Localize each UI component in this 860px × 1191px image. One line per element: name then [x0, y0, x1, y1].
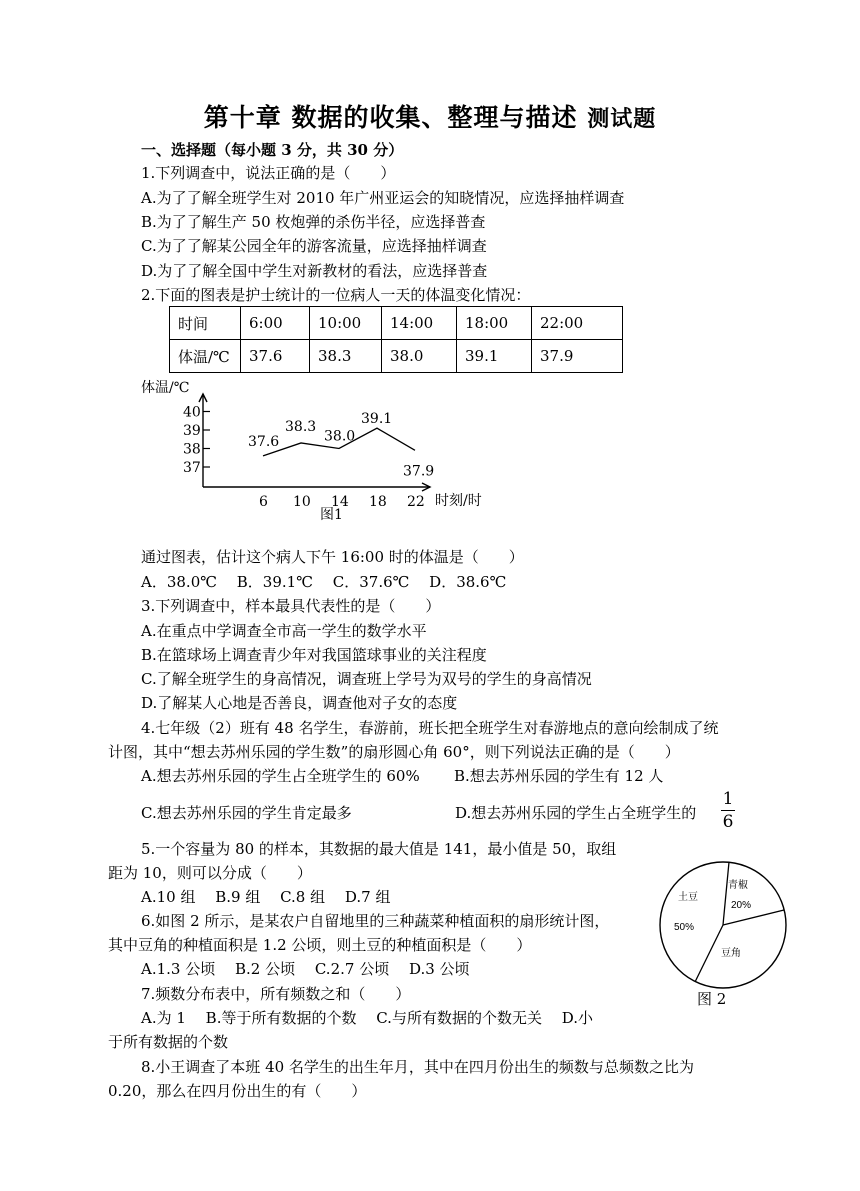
q6-stem-line2: 其中豆角的种植面积是 1.2 公顷，则土豆的种植面积是（ ） — [108, 936, 532, 954]
q7-options: A.为 1 B.等于所有数据的个数 C.与所有数据的个数无关 D.小 — [141, 1009, 593, 1027]
q1-option-d: D.为了了解全国中学生对新教材的看法，应选择普查 — [141, 262, 488, 280]
pie-label-tudou: 土豆 — [678, 892, 698, 903]
q4-option-c: C.想去苏州乐园的学生肯定最多 — [141, 804, 352, 822]
q8-stem-line2: 0.20，那么在四月份出生的有（ ） — [108, 1082, 367, 1100]
table-row — [170, 307, 623, 340]
data-label: 38.3 — [285, 418, 317, 435]
q6-options: A.1.3 公顷 B.2 公顷 C.2.7 公顷 D.3 公顷 — [141, 960, 470, 978]
table-cell: 14:00 — [382, 307, 457, 340]
q1-option-c: C.为了了解某公园全年的游客流量，应选择抽样调查 — [141, 237, 487, 255]
chart-marks — [248, 411, 434, 479]
table-cell: 时间 — [170, 307, 241, 340]
q2-options: A．38.0℃ B．39.1℃ C．37.6℃ D．38.6℃ — [141, 573, 507, 591]
pie-label-qingjiao: 青椒 — [728, 880, 748, 891]
table-cell: 22:00 — [532, 307, 623, 340]
pie-caption: 图 2 — [697, 990, 727, 1008]
data-label: 38.0 — [324, 428, 356, 445]
pie-percent-qingjiao: 20% — [731, 900, 752, 911]
q4-stem-line2: 计图，其中“想去苏州乐园的学生数”的扇形圆心角 60°，则下列说法正确的是（ ） — [108, 743, 680, 761]
q6-stem-line1: 6.如图 2 所示，是某农户自留地里的三种蔬菜种植面积的扇形统计图， — [141, 912, 610, 930]
fraction-denominator: 6 — [722, 812, 734, 832]
q3-option-d: D.了解某人心地是否善良，调查他对子女的态度 — [141, 694, 458, 712]
y-tick-label: 40 — [183, 404, 201, 421]
page-title — [0, 98, 860, 134]
table-cell: 体温/℃ — [170, 340, 241, 373]
pie-divider-bottom — [695, 925, 723, 982]
title-sub: 测试题 — [587, 106, 657, 132]
q4-option-a: A.想去苏州乐园的学生占全班学生的 60% — [141, 767, 420, 785]
q7-options-cont: 于所有数据的个数 — [108, 1033, 229, 1051]
q3-stem: 3.下列调查中，样本最具代表性的是（ ） — [141, 597, 441, 615]
x-tick-label: 10 — [293, 494, 311, 510]
q4-stem-line1: 4.七年级（2）班有 48 名学生，春游前，班长把全班学生对春游地点的意向绘制成了统 — [141, 719, 719, 737]
q3-option-a: A.在重点中学调查全市高一学生的数学水平 — [141, 622, 427, 640]
q1-option-a: A.为了了解全班学生对 2010 年广州亚运会的知晓情况，应选择抽样调查 — [141, 189, 625, 207]
fraction-numerator: 1 — [722, 789, 734, 809]
q2-question: 通过图表，估计这个病人下午 16:00 时的体温是（ ） — [141, 548, 524, 566]
table-cell: 38.0 — [382, 340, 457, 373]
chart-ylabel: 体温/℃ — [141, 380, 190, 396]
fraction-bar — [721, 810, 735, 811]
y-tick-label: 38 — [183, 441, 201, 458]
chart-axes — [183, 394, 430, 510]
pie-percent-tudou: 50% — [674, 922, 695, 933]
q7-stem: 7.频数分布表中，所有频数之和（ ） — [141, 985, 411, 1003]
q3-option-b: B.在篮球场上调查青少年对我国篮球事业的关注程度 — [141, 646, 487, 664]
x-tick-label: 6 — [259, 494, 268, 510]
chart-xlabel: 时刻/时 — [435, 493, 482, 509]
table-row — [170, 340, 623, 373]
table-cell: 39.1 — [457, 340, 532, 373]
q4-option-d: D.想去苏州乐园的学生占全班学生的 — [455, 804, 697, 822]
q3-option-c: C.了解全班学生的身高情况，调查班上学号为双号的学生的身高情况 — [141, 670, 592, 688]
x-tick-label: 18 — [369, 494, 387, 510]
x-tick-label: 14 — [331, 494, 349, 510]
chart-caption: 图1 — [320, 507, 343, 522]
q1-stem: 1.下列调查中，说法正确的是（ ） — [141, 164, 396, 182]
pie-divider-right — [723, 910, 784, 925]
table-cell: 18:00 — [457, 307, 532, 340]
vegetable-pie-chart — [650, 858, 810, 1033]
section-heading: 一、选择题（每小题 3 分，共 30 分） — [141, 141, 404, 159]
q4-option-b: B.想去苏州乐园的学生有 12 人 — [454, 767, 664, 785]
fraction-one-sixth — [721, 790, 735, 831]
title-main: 第十章 数据的收集、整理与描述 — [203, 103, 578, 132]
q2-stem: 2.下面的图表是护士统计的一位病人一天的体温变化情况： — [141, 286, 531, 304]
q5-options: A.10 组 B.9 组 C.8 组 D.7 组 — [141, 888, 391, 906]
y-tick-label: 37 — [183, 460, 201, 476]
temperature-line-chart — [130, 372, 530, 522]
data-label: 37.6 — [248, 433, 280, 450]
table-cell: 37.6 — [241, 340, 310, 373]
data-label: 39.1 — [361, 411, 393, 428]
temperature-table — [169, 306, 623, 373]
q1-option-b: B.为了了解生产 50 枚炮弹的杀伤半径，应选择普查 — [141, 213, 486, 231]
pie-divider-top — [723, 862, 729, 925]
data-label: 37.9 — [403, 463, 435, 480]
q5-stem-line2: 距为 10，则可以分成（ ） — [108, 864, 312, 882]
x-tick-label: 22 — [407, 494, 425, 510]
y-tick-label: 39 — [183, 423, 201, 439]
q8-stem-line1: 8.小王调查了本班 40 名学生的出生年月，其中在四月份出生的频数与总频数之比为 — [141, 1058, 694, 1076]
table-cell: 37.9 — [532, 340, 623, 373]
table-cell: 38.3 — [310, 340, 382, 373]
table-cell: 6:00 — [241, 307, 310, 340]
q5-stem-line1: 5.一个容量为 80 的样本，其数据的最大值是 141，最小值是 50，取组 — [141, 840, 617, 858]
table-cell: 10:00 — [310, 307, 382, 340]
pie-label-doujiao: 豆角 — [721, 948, 741, 959]
